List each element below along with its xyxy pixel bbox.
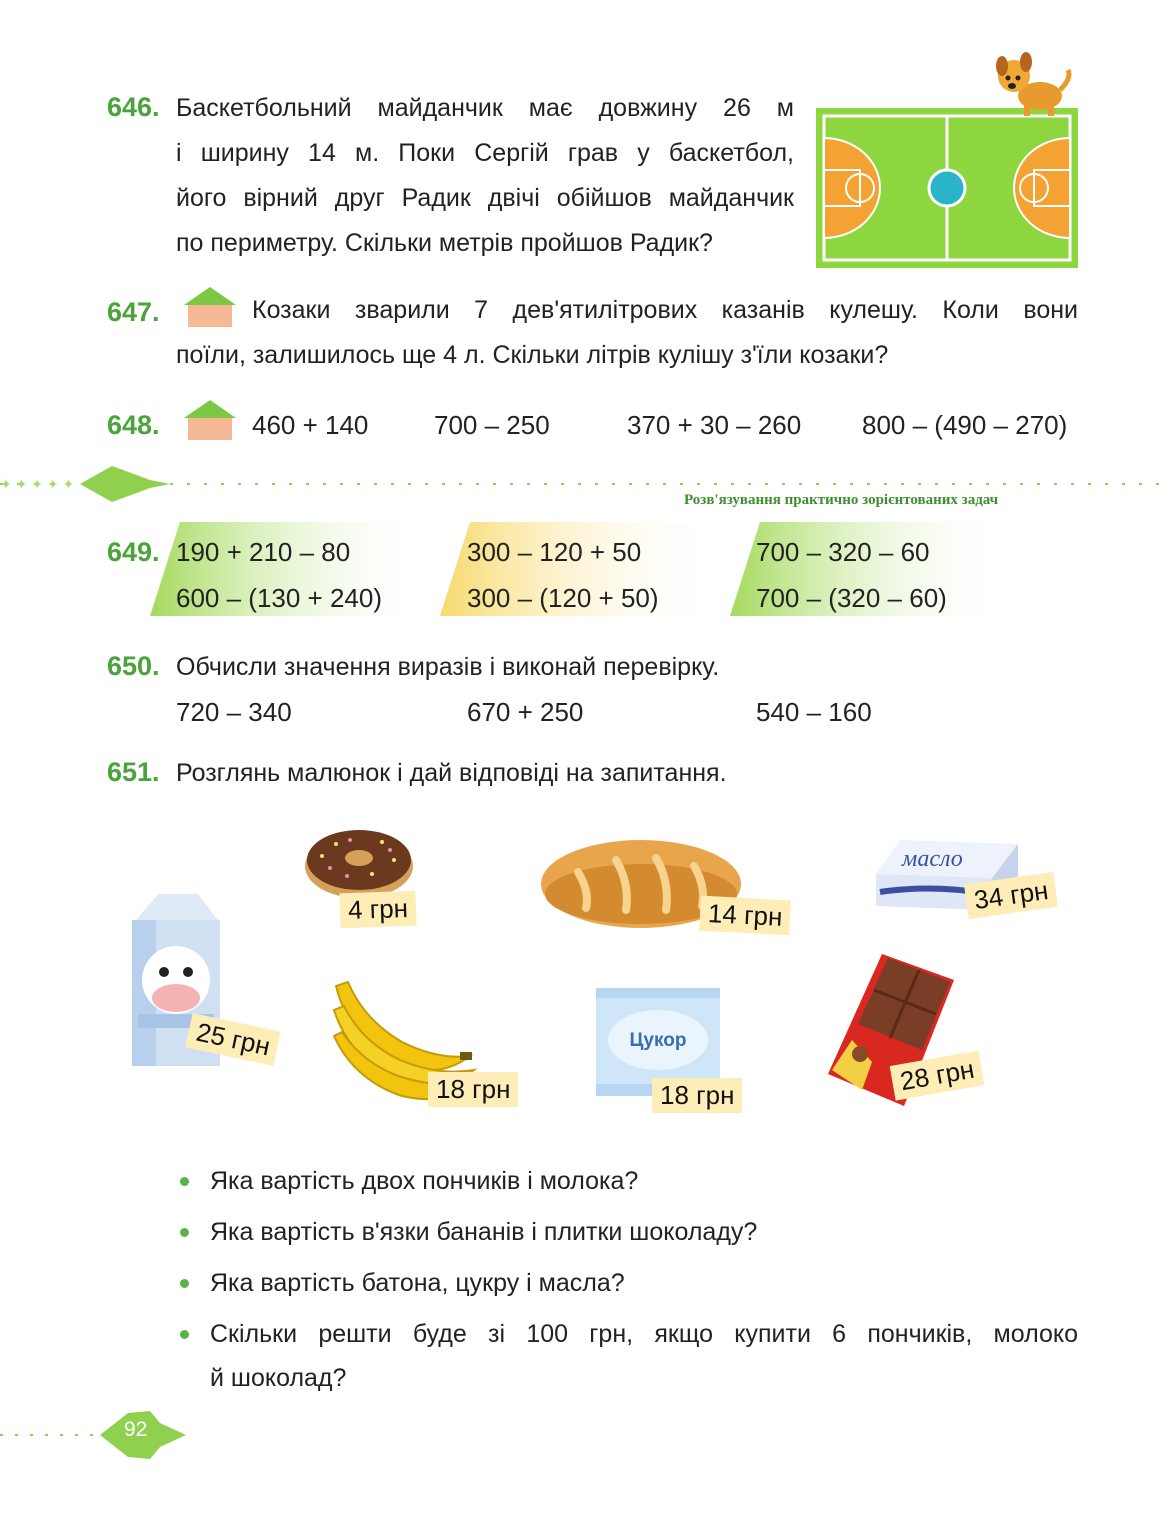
question-2: Яка вартість в'язки бананів і плитки шоколаду? — [210, 1218, 758, 1246]
task-649-expr-r2c2: 300 – (120 + 50) — [467, 583, 659, 613]
task-649-expr-r1c1: 190 + 210 – 80 — [176, 537, 351, 567]
price-bread: 14 грн — [699, 896, 791, 936]
section-title: Розв'язування практично зорієнтованих задач — [684, 492, 999, 508]
page-number-ornament — [0, 1405, 200, 1465]
task-646-line-2: і ширину 14 м. Поки Сергій грав у баскетбол, — [176, 139, 794, 167]
task-number-650: 650. — [107, 651, 160, 681]
task-number-648: 648. — [107, 410, 160, 440]
svg-text:✦ ✦ ✦ ✦ ✦: ✦ ✦ ✦ ✦ ✦ — [0, 476, 75, 492]
task-number-646: 646. — [107, 92, 160, 122]
bullet — [180, 1279, 189, 1288]
price-butter: 34 грн — [964, 872, 1058, 919]
bullet — [180, 1228, 189, 1237]
donut-icon — [302, 820, 416, 900]
bullet — [180, 1177, 189, 1186]
task-number-647: 647. — [107, 297, 160, 327]
task-650-expr-2: 670 + 250 — [467, 697, 584, 727]
price-bananas: 18 грн — [428, 1072, 518, 1107]
task-648-expr-4: 800 – (490 – 270) — [862, 410, 1068, 440]
task-648-expr-1: 460 + 140 — [252, 410, 369, 440]
task-649-expr-r1c2: 300 – 120 + 50 — [467, 537, 642, 567]
task-649-expr-r2c1: 600 – (130 + 240) — [176, 583, 382, 613]
price-chocolate: 28 грн — [890, 1050, 985, 1100]
task-646-line-1: Баскетбольний майданчик має довжину 26 м — [176, 94, 794, 122]
dog-icon — [990, 48, 1074, 118]
task-647-line-2: поїли, залишилось ще 4 л. Скільки літрів кулішу з'їли козаки? — [176, 341, 889, 369]
question-4-line-1: Скільки решти буде зі 100 грн, якщо купити 6 пончиків, молоко — [210, 1320, 1078, 1348]
task-650-expr-3: 540 – 160 — [756, 697, 872, 727]
question-4-line-2: й шоколад? — [210, 1364, 347, 1392]
task-650-expr-1: 720 – 340 — [176, 697, 292, 727]
price-sugar: 18 грн — [652, 1078, 742, 1113]
bullet — [180, 1330, 189, 1339]
question-3: Яка вартість батона, цукру і масла? — [210, 1269, 625, 1297]
task-648-expr-2: 700 – 250 — [434, 410, 550, 440]
task-651-text: Розглянь малюнок і дай відповіді на запитання. — [176, 759, 727, 787]
basketball-court-image — [816, 108, 1078, 268]
price-milk: 25 грн — [185, 1013, 281, 1066]
price-donut: 4 грн — [339, 891, 416, 929]
task-647-line-1: Козаки зварили 7 дев'ятилітрових казанів кулешу. Коли вони — [252, 296, 1078, 324]
task-649-expr-r2c3: 700 – (320 – 60) — [756, 583, 947, 613]
home-task-icon — [182, 285, 238, 329]
sugar-label: Цукор — [629, 1030, 687, 1051]
task-646-line-4: по периметру. Скільки метрів пройшов Радик? — [176, 229, 713, 257]
home-task-icon — [182, 398, 238, 442]
task-649-expr-r1c3: 700 – 320 – 60 — [756, 537, 930, 567]
question-1: Яка вартість двох пончиків і молока? — [210, 1167, 639, 1195]
task-646-line-3: його вірний друг Радик двічі обійшов майданчик — [176, 184, 794, 212]
page-number: 92 — [124, 1418, 148, 1441]
butter-label: масло — [902, 846, 963, 872]
task-number-649: 649. — [107, 537, 160, 567]
task-650-text: Обчисли значення виразів і виконай перевірку. — [176, 653, 720, 681]
task-648-expr-3: 370 + 30 – 260 — [627, 410, 802, 440]
task-number-651: 651. — [107, 757, 160, 787]
